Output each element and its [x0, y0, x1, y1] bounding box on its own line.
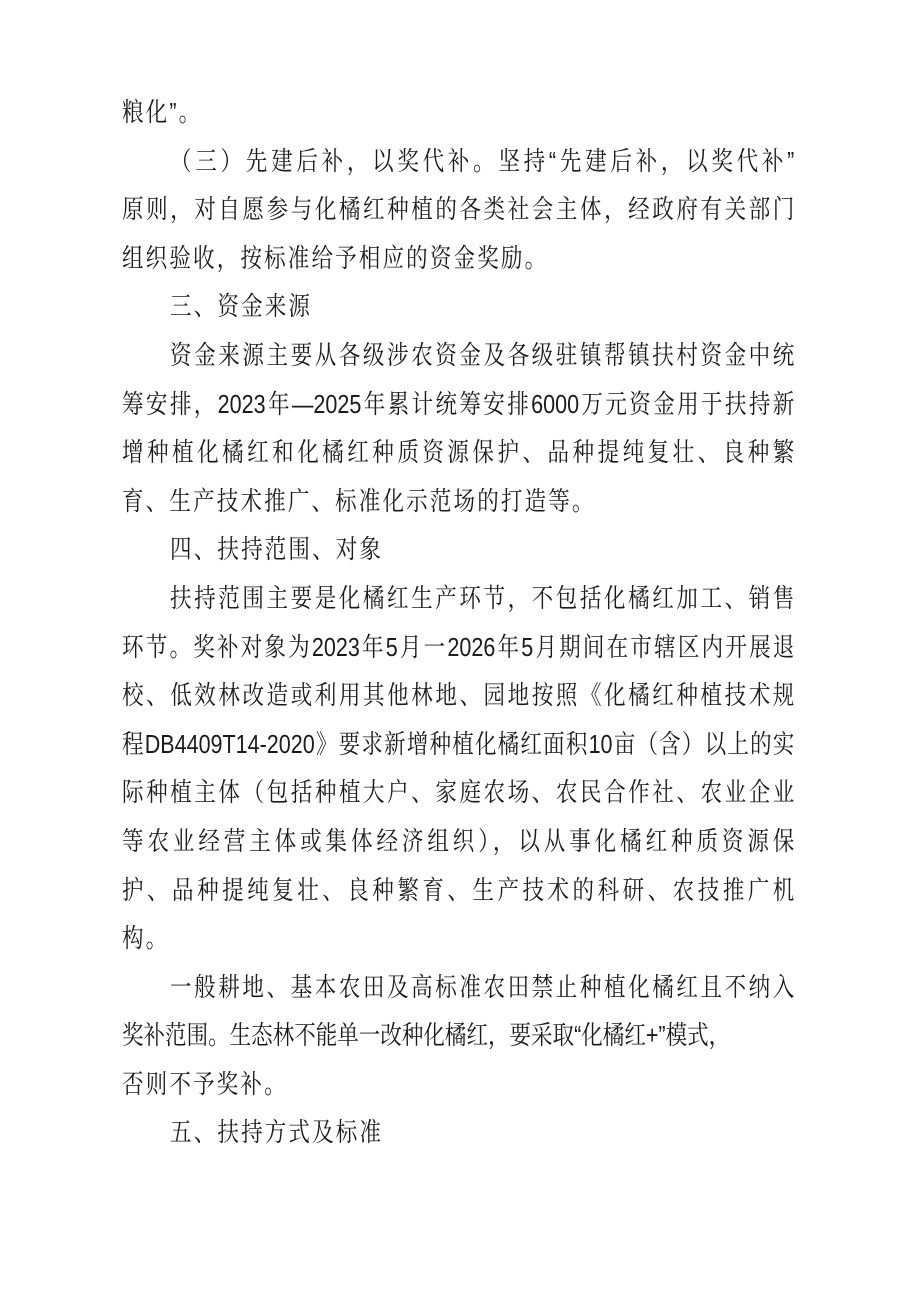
document-text-line: 构。 [122, 923, 170, 954]
document-text-line: 粮化”。 [122, 97, 203, 127]
document-text-line: （三）先建后补，以奖代补。坚持“先建后补，以奖代补” [170, 145, 795, 176]
document-text-line: 环节。奖补对象为2023年5月一2026年5月期间在市辖区内开展退 [122, 631, 795, 662]
document-text-line: 奖补范围。生态林不能单一改种化橘红，要采取“化橘红+”模式， [122, 1020, 731, 1051]
document-text-line: 扶持范围主要是化橘红生产环节，不包括化橘红加工、销售 [170, 582, 795, 613]
document-text-line: 育、生产技术推广、标准化示范场的打造等。 [122, 485, 596, 516]
document-text-line: 资金来源主要从各级涉农资金及各级驻镇帮镇扶村资金中统 [170, 339, 795, 370]
document-heading-line: 五、扶持方式及标准 [170, 1117, 384, 1148]
document-text-line: 等农业经营主体或集体经济组织），以从事化橘红种质资源保 [122, 825, 795, 856]
document-text-line: 否则不予奖补。 [122, 1068, 288, 1099]
document-text-line: 程DB4409T14-2020》要求新增种植化橘红面积10亩（含）以上的实 [122, 728, 795, 759]
document-text-line: 增种植化橘红和化橘红种质资源保护、品种提纯复壮、良种繁 [122, 437, 795, 468]
document-body [122, 88, 794, 1157]
document-heading-line: 四、扶持范围、对象 [170, 534, 384, 565]
document-text-line: 际种植主体（包括种植大户、家庭农场、农民合作社、农业企业 [122, 777, 795, 808]
document-heading-line: 三、资金来源 [170, 291, 313, 322]
document-text-line: 筹安排，2023年—2025年累计统筹安排6000万元资金用于扶持新 [122, 388, 795, 419]
document-text-line: 一般耕地、基本农田及高标准农田禁止种植化橘红且不纳入 [170, 971, 795, 1002]
document-text-line: 原则，对自愿参与化橘红种植的各类社会主体，经政府有关部门 [122, 194, 795, 225]
document-text-line: 护、品种提纯复壮、良种繁育、生产技术的科研、农技推广机 [122, 874, 795, 905]
document-text-line: 组织验收，按标准给予相应的资金奖励。 [122, 242, 549, 273]
document-text-line: 校、低效林改造或利用其他林地、园地按照《化橘红种植技术规 [122, 680, 795, 711]
